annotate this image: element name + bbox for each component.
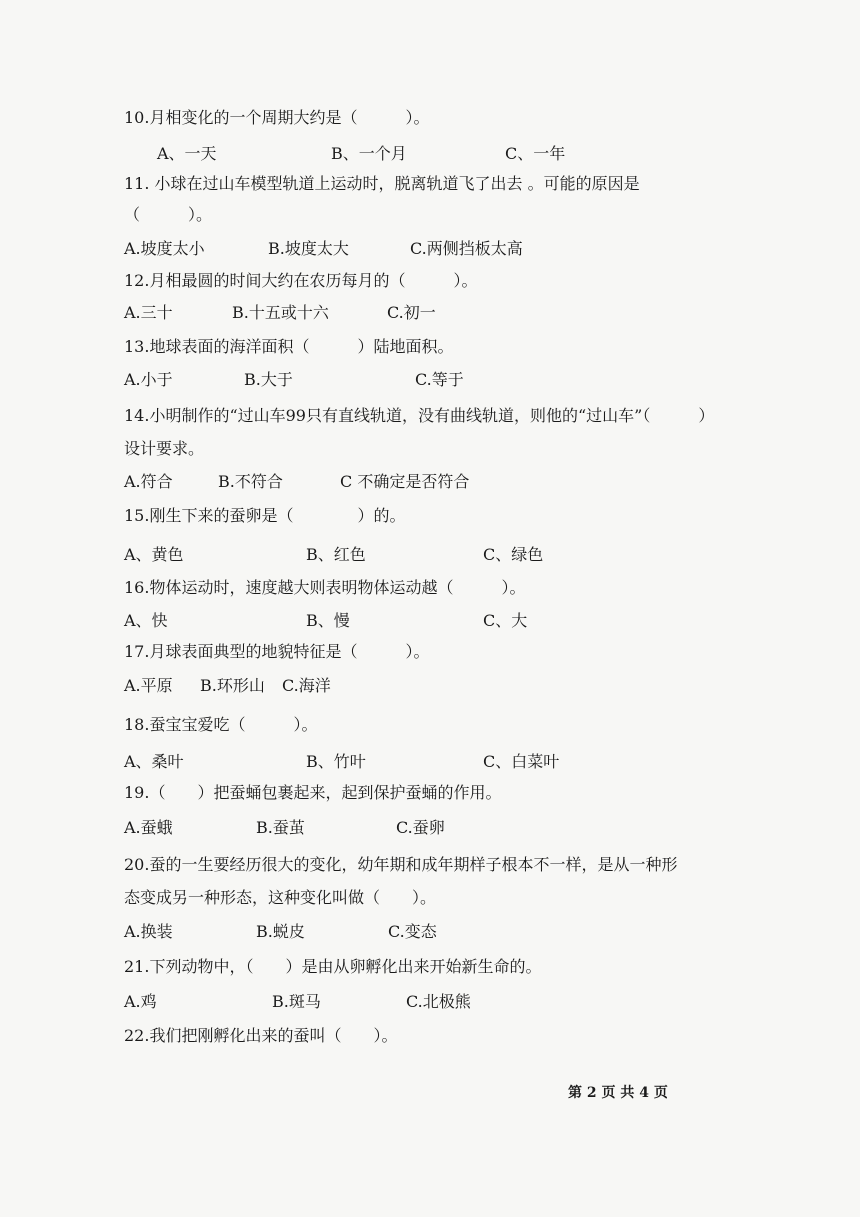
question-11-cont: （ ）。 xyxy=(124,205,213,224)
option-b: B.斑马 xyxy=(272,992,321,1011)
option-a: A.符合 xyxy=(124,472,173,491)
question-14-cont: 设计要求。 xyxy=(124,439,205,458)
question-16: 16.物体运动时，速度越大则表明物体运动越（ ）。 xyxy=(124,578,526,597)
option-b: B、慢 xyxy=(306,611,350,630)
option-c: C、一年 xyxy=(505,144,566,163)
question-12: 12.月相最圆的时间大约在农历每月的（ ）。 xyxy=(124,271,478,290)
option-b: B.十五或十六 xyxy=(232,303,329,322)
option-b: B、一个月 xyxy=(331,144,407,163)
option-a: A.坡度太小 xyxy=(124,239,205,258)
question-22: 22.我们把刚孵化出来的蚕叫（ ）。 xyxy=(124,1026,398,1045)
option-c: C.北极熊 xyxy=(406,992,471,1011)
option-c: C.海洋 xyxy=(282,676,331,695)
option-b: B.大于 xyxy=(244,370,293,389)
option-b: B.坡度太大 xyxy=(268,239,349,258)
option-a: A.换装 xyxy=(124,922,173,941)
option-a: A.小于 xyxy=(124,370,173,389)
option-c: C、大 xyxy=(483,611,528,630)
option-b: B.不符合 xyxy=(218,472,283,491)
question-14: 14.小明制作的“过山车99只有直线轨道，没有曲线轨道，则他的“过山车”（ ） xyxy=(124,406,715,425)
option-b: B.蜕皮 xyxy=(256,922,305,941)
option-c: C、绿色 xyxy=(483,545,544,564)
question-10: 10.月相变化的一个周期大约是（ ）。 xyxy=(124,108,430,127)
option-c: C.变态 xyxy=(388,922,437,941)
option-b: B、红色 xyxy=(306,545,366,564)
question-20: 20.蚕的一生要经历很大的变化，幼年期和成年期样子根本不一样，是从一种形 xyxy=(124,855,678,874)
option-c: C.两侧挡板太高 xyxy=(410,239,523,258)
option-a: A、黄色 xyxy=(124,545,184,564)
option-a: A.鸡 xyxy=(124,992,157,1011)
question-18: 18.蚕宝宝爱吃（ ）。 xyxy=(124,715,318,734)
page-number: 第 2 页 共 4 页 xyxy=(568,1085,668,1101)
question-13: 13.地球表面的海洋面积（ ）陆地面积。 xyxy=(124,337,454,356)
option-a: A.蚕蛾 xyxy=(124,818,173,837)
question-11: 11. 小球在过山车模型轨道上运动时，脱离轨道飞了出去 。可能的原因是 xyxy=(124,174,640,193)
option-a: A、桑叶 xyxy=(124,752,184,771)
question-21: 21.下列动物中，（ ）是由从卵孵化出来开始新生命的。 xyxy=(124,957,542,976)
option-c: C.初一 xyxy=(387,303,436,322)
question-19: 19.（ ）把蚕蛹包裹起来，起到保护蚕蛹的作用。 xyxy=(124,783,502,802)
question-20-cont: 态变成另一种形态，这种变化叫做（ ）。 xyxy=(124,888,437,907)
question-17: 17.月球表面典型的地貌特征是（ ）。 xyxy=(124,642,430,661)
option-a: A、快 xyxy=(124,611,168,630)
option-a: A.三十 xyxy=(124,303,173,322)
option-c: C.等于 xyxy=(415,370,464,389)
option-a: A.平原 xyxy=(124,676,173,695)
option-c: C 不确定是否符合 xyxy=(340,472,470,491)
option-b: B.环形山 xyxy=(200,676,265,695)
option-b: B.蚕茧 xyxy=(256,818,305,837)
option-c: C.蚕卵 xyxy=(396,818,445,837)
option-b: B、竹叶 xyxy=(306,752,366,771)
option-c: C、白菜叶 xyxy=(483,752,560,771)
option-a: A、一天 xyxy=(157,144,217,163)
question-15: 15.刚生下来的蚕卵是（ ）的。 xyxy=(124,506,406,525)
